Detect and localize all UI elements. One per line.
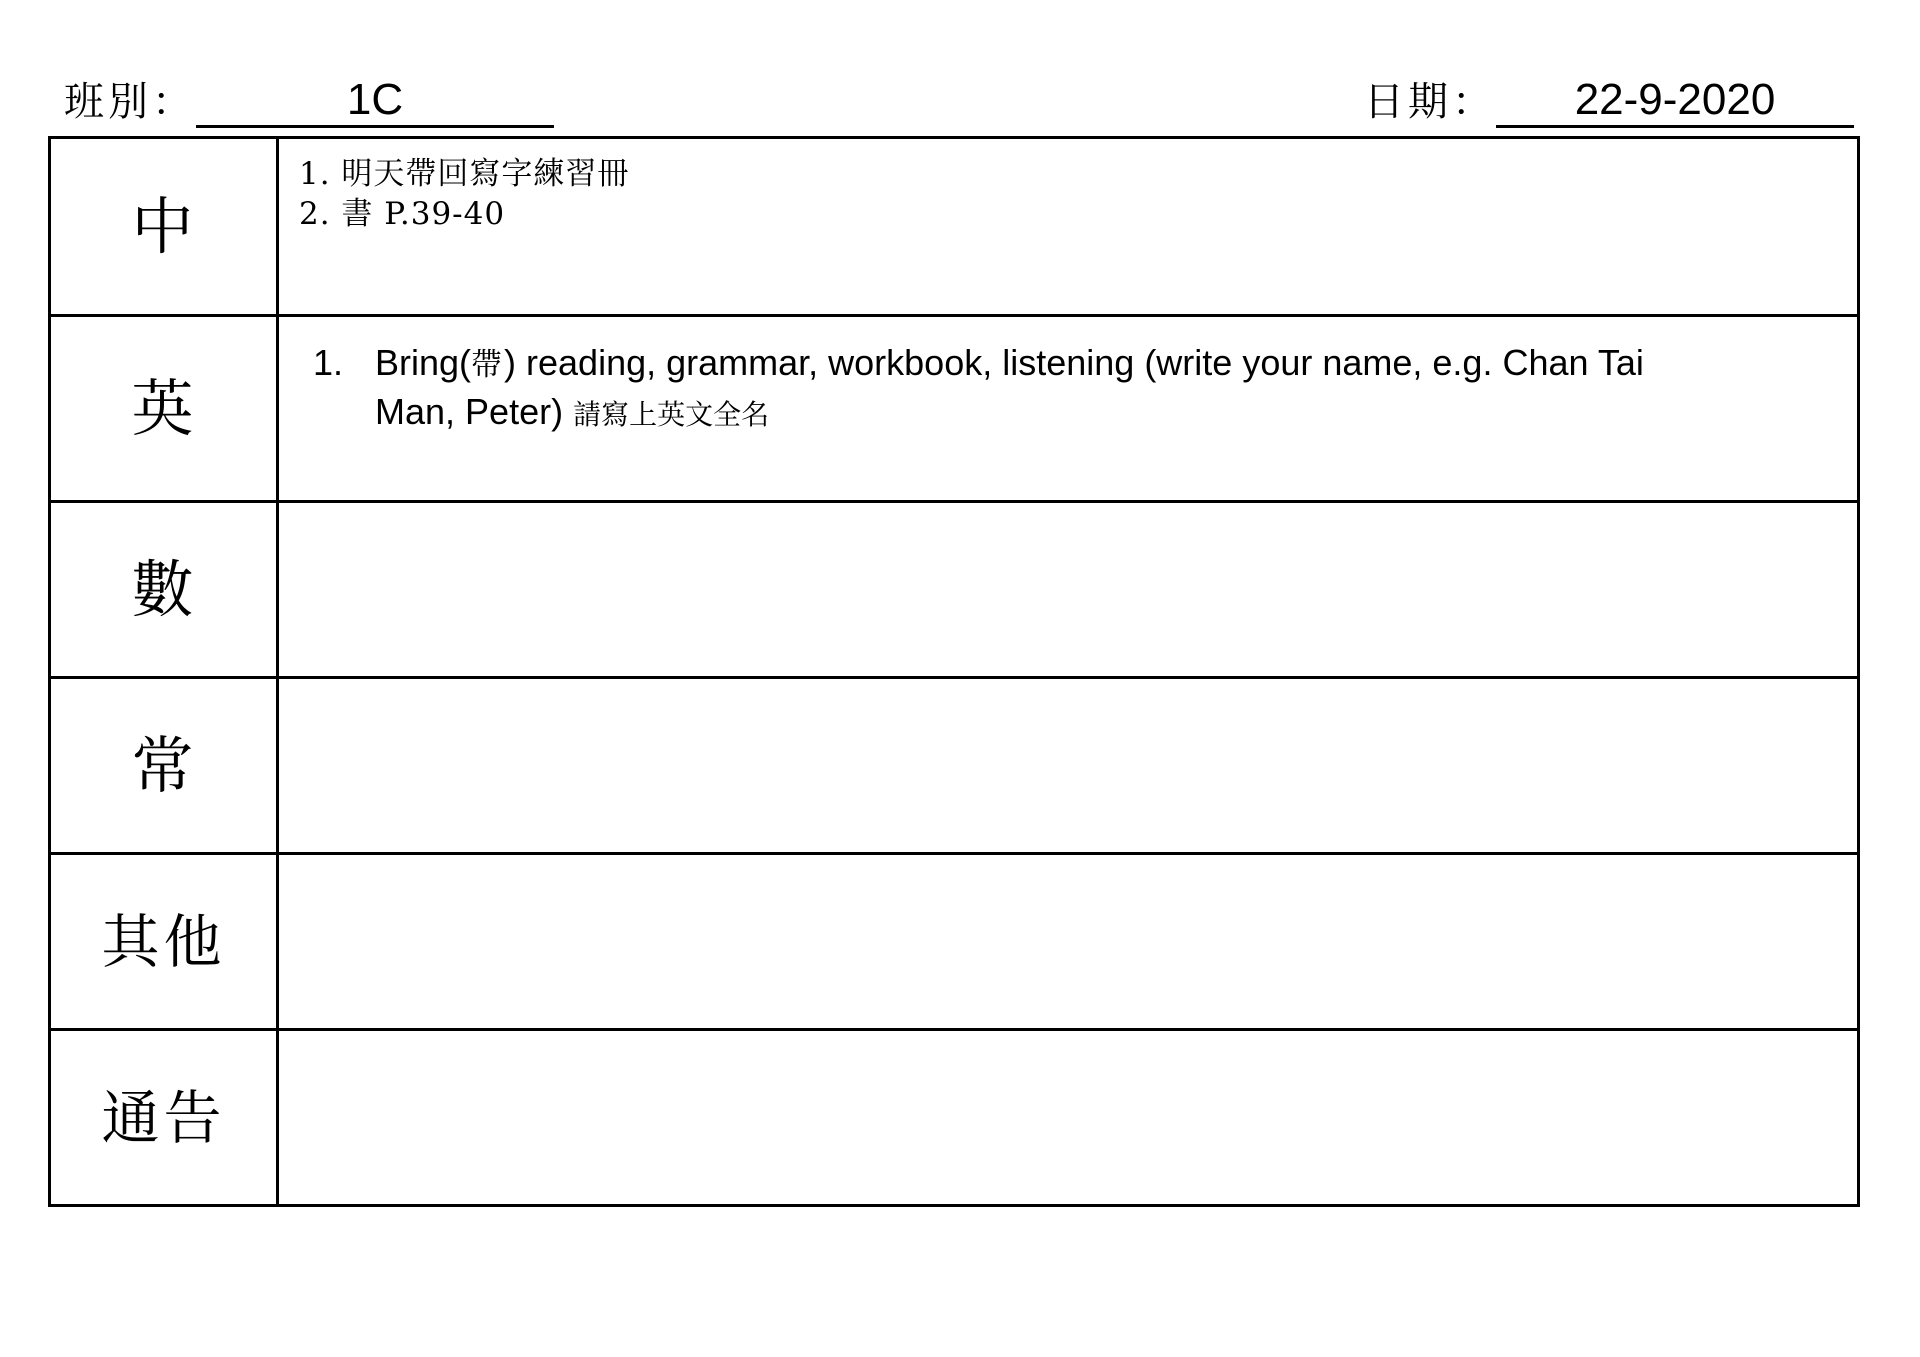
homework-table [48, 136, 1860, 1207]
subject-cell-english: 英 [51, 317, 279, 500]
english-text-cjk1: 帶 [471, 347, 505, 383]
class-value[interactable]: 1C [196, 77, 554, 128]
table-row [51, 317, 1857, 503]
table-row [51, 503, 1857, 679]
date-field-group [1364, 74, 1862, 128]
table-row [51, 679, 1857, 855]
content-cell-english[interactable] [279, 317, 1857, 500]
content-cell-notice[interactable] [279, 1031, 1857, 1204]
content-line: 2. 書 P.39-40 [299, 195, 506, 232]
content-cell-chinese[interactable] [279, 139, 1857, 314]
subject-cell-chinese: 中 [51, 139, 279, 314]
list-number: 1. [313, 342, 344, 383]
subject-cell-others: 其他 [51, 855, 279, 1028]
class-field-group [64, 74, 554, 128]
date-label: 日期： [1364, 79, 1496, 125]
english-text-part2: ) reading, grammar, workbook, listening (write your name, e.g. Chan Tai Man, Peter) [375, 342, 1644, 432]
content-cell-general-studies[interactable] [279, 679, 1857, 852]
table-row [51, 1031, 1857, 1207]
subject-cell-general-studies: 常 [51, 679, 279, 852]
english-text-part1: Bring( [375, 342, 472, 383]
date-value[interactable]: 22-9-2020 [1496, 77, 1854, 128]
list-text [375, 339, 1695, 436]
table-row [51, 139, 1857, 317]
subject-cell-notice: 通告 [51, 1031, 279, 1204]
content-cell-maths[interactable] [279, 503, 1857, 676]
sheet-header [48, 44, 1872, 128]
english-text-cjk2: 請寫上英文全名 [573, 397, 770, 431]
content-cell-others[interactable] [279, 855, 1857, 1028]
content-line [299, 333, 1837, 436]
content-line: 1. 明天帶回寫字練習冊 [299, 156, 630, 192]
table-row [51, 855, 1857, 1031]
subject-cell-maths: 數 [51, 503, 279, 676]
class-label: 班別： [64, 79, 196, 125]
